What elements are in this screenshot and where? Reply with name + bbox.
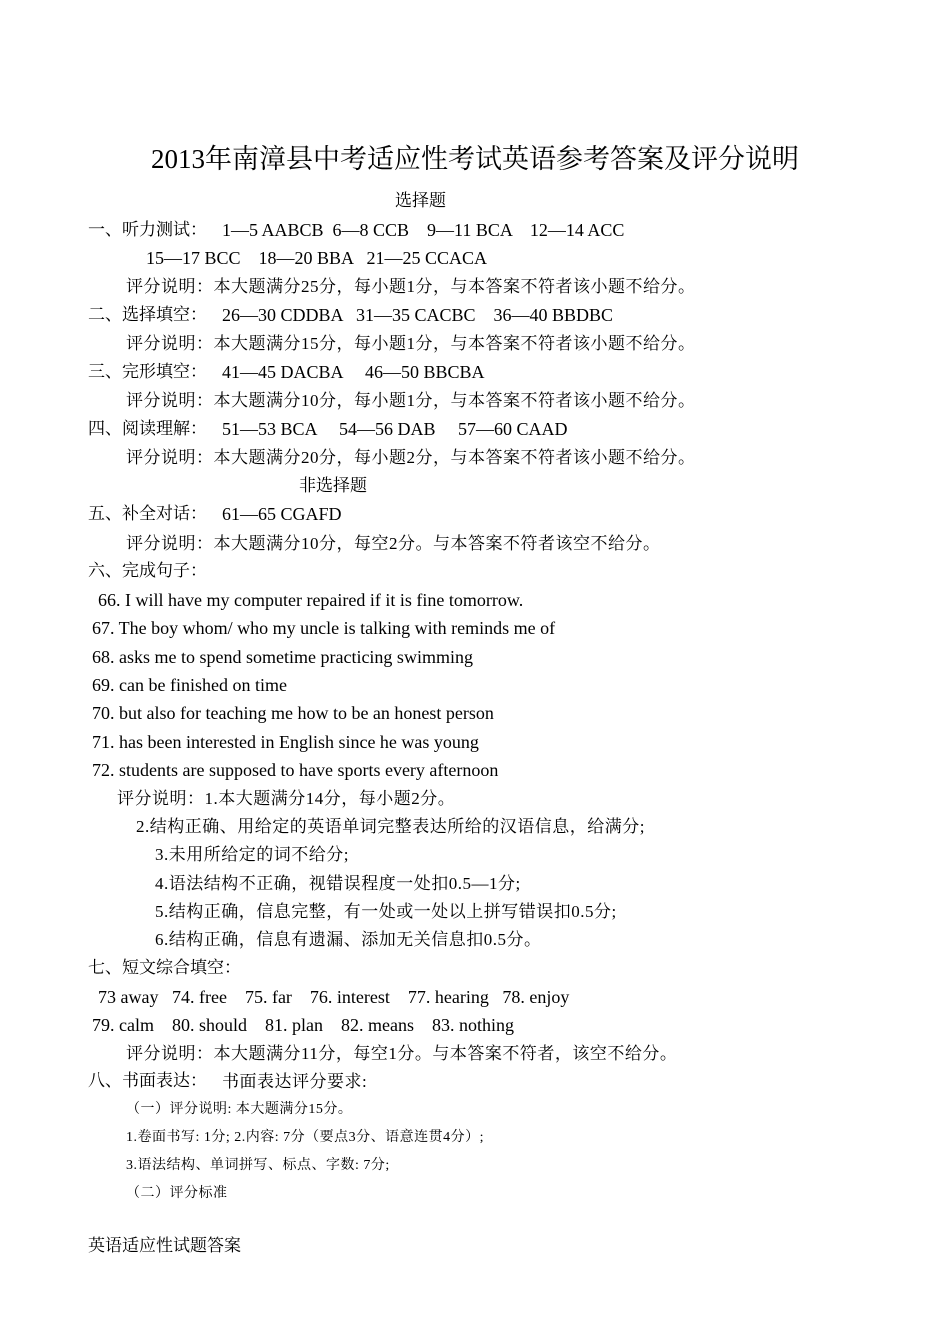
section-8-line-1: （一）评分说明: 本大题满分15分。 [126,1102,353,1117]
section-8-label-tail: 书面表达评分要求: [222,1072,368,1091]
section-1-label: 一、听力测试： [88,220,207,240]
footer-title: 英语适应性试题答案 [88,1236,241,1256]
section-6-note-6: 6.结构正确，信息有遗漏、添加无关信息扣0.5分。 [155,930,542,949]
section-8-label: 八、书面表达： [88,1071,207,1091]
section-6-note-5: 5.结构正确，信息完整，有一处或一处以上拼写错误扣0.5分; [155,902,617,921]
non-choice-heading: 非选择题 [299,476,367,496]
section-6-note-4: 4.语法结构不正确，视错误程度一处扣0.5—1分; [155,874,521,893]
section-7-label: 七、短文综合填空： [88,958,241,978]
section-8-line-2: 1.卷面书写: 1分; 2.内容: 7分（要点3分、语意连贯4分）; [126,1130,485,1145]
section-4-note: 评分说明：本大题满分20分，每小题2分，与本答案不符者该小题不给分。 [126,448,696,467]
section-3-note: 评分说明：本大题满分10分，每小题1分，与本答案不符者该小题不给分。 [126,391,696,410]
choice-heading: 选择题 [395,191,446,211]
sentence-67: 67. The boy whom/ who my uncle is talking with reminds me of [92,618,556,638]
sentence-68: 68. asks me to spend sometime practicing swimming [92,647,473,667]
sentence-66: 66. I will have my computer repaired if it is fine tomorrow. [98,590,524,610]
section-6-note-3: 3.未用所给定的词不给分; [155,845,349,864]
section-5-note: 评分说明：本大题满分10分，每空2分。与本答案不符者该空不给分。 [126,534,661,553]
section-7-answers-line1: 73 away 74. free 75. far 76. interest 77. hearing 78. enjoy [98,987,570,1007]
section-1-answers-line2: 15—17 BCC 18—20 BBA 21—25 CCACA [146,248,488,268]
section-6-label: 六、完成句子： [88,561,207,581]
section-1-answers-line1: 1—5 AABCB 6—8 CCB 9—11 BCA 12—14 ACC [222,220,625,240]
section-3-answers: 41—45 DACBA 46—50 BBCBA [222,362,485,382]
section-6-note-1: 评分说明：1.本大题满分14分，每小题2分。 [117,789,456,808]
section-3-label: 三、完形填空： [88,362,207,382]
page-title: 2013年南漳县中考适应性考试英语参考答案及评分说明 [151,144,799,174]
section-2-note: 评分说明：本大题满分15分，每小题1分，与本答案不符者该小题不给分。 [126,334,696,353]
section-7-answers-line2: 79. calm 80. should 81. plan 82. means 83. nothing [92,1015,514,1035]
section-4-label: 四、阅读理解： [88,419,207,439]
section-1-note: 评分说明：本大题满分25分，每小题1分，与本答案不符者该小题不给分。 [126,277,696,296]
section-7-note: 评分说明：本大题满分11分，每空1分。与本答案不符者，该空不给分。 [126,1044,678,1063]
section-5-label: 五、补全对话： [88,504,207,524]
section-2-answers: 26—30 CDDBA 31—35 CACBC 36—40 BBDBC [222,305,614,325]
sentence-72: 72. students are supposed to have sports every afternoon [92,760,499,780]
section-8-line-4: （二）评分标准 [126,1186,228,1201]
sentence-69: 69. can be finished on time [92,675,287,695]
sentence-70: 70. but also for teaching me how to be an honest person [92,703,494,723]
sentence-71: 71. has been interested in English since he was young [92,732,479,752]
section-5-answers: 61—65 CGAFD [222,504,342,524]
section-2-label: 二、选择填空： [88,305,207,325]
section-8-line-3: 3.语法结构、单词拼写、标点、字数: 7分; [126,1158,390,1173]
section-4-answers: 51—53 BCA 54—56 DAB 57—60 CAAD [222,419,568,439]
section-6-note-2: 2.结构正确、用给定的英语单词完整表达所给的汉语信息，给满分; [136,817,645,836]
